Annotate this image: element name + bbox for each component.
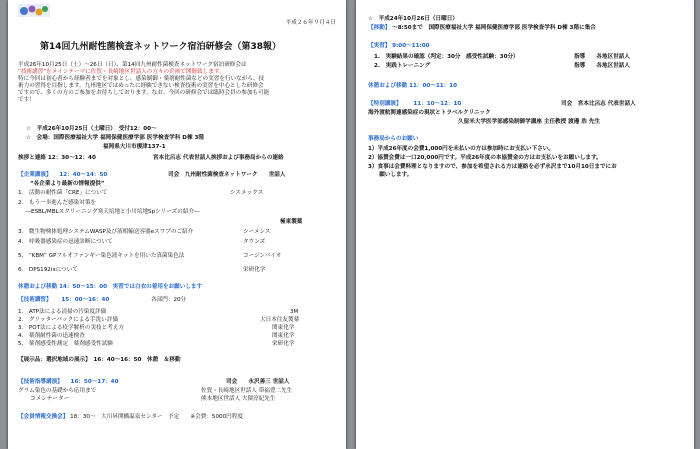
intro-line: ですので、多くの方のご参加をお待ちしております。なお、今回の研修会では臨時会員の参加も可能 (18, 90, 270, 96)
address: 福岡県大川市榎津137-1 (103, 144, 166, 150)
break-notice: 休憩および移動 14：50～15：00 実習では白衣の着用をお願いします (18, 284, 203, 290)
tech-lecture-label: 【技術講習】 (18, 297, 52, 303)
tech-company: 3M (290, 309, 299, 315)
special-lecture-header (368, 101, 461, 108)
corp-company: 栄研化学 (243, 267, 266, 273)
study-lecturer: 佐賀・長崎地区世話人 帯福豊二先生 (201, 388, 293, 394)
study-lecture-chair: 司会 永沢善三 世話人 (226, 379, 290, 385)
intro-line: です！ (18, 97, 35, 103)
schedule-day2: ☆ 平成24年10月26日（日曜日） (368, 16, 458, 22)
intro-line: 特に今回は初心者から経験者までを対象とし、感染制御・薬剤耐性菌などの実習を行いながら、技 (18, 76, 265, 82)
corp-lecture-header (18, 172, 107, 179)
practice-header (368, 43, 430, 50)
move-detail: ～8:50まで 国際医療福祉大学 福岡保健医療学部 医学検査学科 D棟 3階に集合 (392, 25, 596, 31)
corp-company: タウンズ (243, 239, 266, 245)
break-notice-2: 休憩および移動 11：00～11：10 (368, 83, 458, 89)
corp-item: 2. もう一歩進んだ感染対策を (18, 200, 97, 206)
page-1 (8, 0, 346, 449)
study-item: グラム染色の基礎から応用まで (18, 388, 97, 394)
practice-instructor: 指導 各地区世話人 (574, 54, 630, 60)
office-item: 願いします。 (368, 172, 413, 178)
corp-lecture-time: 12：40～14：50 (59, 172, 108, 178)
network-logo-icon (18, 4, 50, 17)
tech-lecture-header (18, 297, 186, 304)
exhibit-notice: 【展示品：選択地域の展示】 16：40～16：50 休憩 ＆移動 (18, 357, 181, 363)
study-lecture-label: 【技術指導講演】 (18, 379, 63, 385)
study-lecture-time: 16：50～17：40 (70, 379, 119, 385)
schedule-day1: ☆ 平成26年10月25日（土曜日） 受付12：00～ (26, 126, 157, 132)
tech-item: 5. 薬剤感受性測定 薬剤感受性試験 (18, 341, 113, 347)
corp-item: 6. DPS192ixについて (18, 267, 78, 273)
greeting-detail: 宮本比呂志 代表世話人挨拶および事務局からの連絡 (153, 155, 284, 161)
party-label: 【会員情報交換会】 (18, 414, 69, 420)
office-item: 1）平成26年度の会費1,000円を未払いの方は参加時にお支払い下さい。 (368, 146, 554, 152)
greeting-label: 挨拶と連絡 12：30～12：40 (18, 155, 96, 161)
commentator-label: コメンテーター (30, 396, 70, 402)
tech-item: 4. 薬剤耐性菌の迅速検査 (18, 333, 85, 339)
corp-item: 1. 活動の耐性菌「CRE」について (18, 190, 108, 196)
party-line (18, 414, 243, 421)
tech-item: 3. POT法による疫学解析の実技と考え方 (18, 325, 125, 331)
tech-item: 1. ATP法による清掃の汚染度評価 (18, 309, 107, 315)
corp-item: 5. “KBM” GPフルオファンギー染色液キットを用いた真菌染色法 (18, 253, 185, 259)
corp-company: シーメンス (243, 229, 271, 235)
practice-item: 1. 実験結果の確認（判定：30分 感受性試験：30分） (374, 54, 519, 60)
venue: ☆ 会場：国際医療福祉大学 福岡保健医療学部 医学検査学科 D棟 3階 (26, 135, 204, 141)
study-lecture-header (18, 379, 118, 386)
office-item: 2）協賛会費は一口20,000円です。平成26年度の本協賛金の方はお支払いをお願いします。 (368, 155, 602, 161)
party-detail: 18：30～ 大川昇開橋温泉センター 予定 ※会費：5000円程度 (70, 414, 243, 420)
intro-line: 術力の習得を目指します。九州地区ではめったに経験できない検査技術の実習を中心とした研修会 (18, 83, 264, 89)
page-2 (356, 0, 694, 449)
corp-item: ―ESBL/MBLスクリーニング寒天培地と小川培地Spシリーズの紹介― (18, 209, 200, 215)
office-notice-title: 事務局からのお願い (368, 136, 419, 142)
corp-lecture-chair: 司会 九州耐性菌検査ネットワーク 世話人 (168, 172, 286, 178)
practice-label: 【実習】 (368, 43, 391, 49)
corp-item: 3. 微生物検体処理システムWASP及び液相輸送容器eスワブのご紹介 (18, 229, 194, 235)
intro-line-2: “技術講習”をメインテーマに佐賀・長崎地区世話人の方々の企画で開催致します。 (18, 69, 225, 75)
tech-item: 2. グリッターパックによる手洗い評価 (18, 317, 118, 323)
tech-company: 関東化学 (272, 325, 295, 331)
intro-line: 平成26年10月25日（土）～26日（日）、第14回九州耐性菌検査ネットワーク宿泊研修会は (18, 62, 247, 68)
special-lecture-title: 海外渡航関連感染症の現状とトラベルクリニック (368, 110, 491, 116)
tech-lecture-time: 15：00～16：40 (61, 297, 110, 303)
practice-time: 9:00～11:00 (392, 43, 430, 49)
corp-company: コージンバイオ (243, 253, 282, 259)
tech-company: 大日本住友製薬 (260, 317, 300, 323)
page-title: 第14回九州耐性菌検査ネットワーク宿泊研修会（第38報） (40, 42, 282, 52)
corp-company: シスメックス (230, 190, 264, 196)
commentator-name: 熊本地区世話人 大隈淳紀先生 (201, 396, 276, 402)
tech-lecture-groups: 各部門：20分 (151, 297, 187, 303)
office-item: 3）食事は会費料理となりますので、参加を希望される方は連絡を必ず永沢まで10月10日までにお (368, 164, 617, 170)
practice-instructor: 指導 各地区世話人 (574, 63, 630, 69)
corp-item: 4. 呼吸器感染症の迅速診断について (18, 239, 113, 245)
special-lecture-time: 11：10～12：10 (413, 101, 462, 107)
date: 平成２６年９月４日 (285, 20, 336, 26)
practice-item: 2. 実践トレーニング (374, 63, 431, 69)
corp-lecture-label: 【企業講演】 (18, 172, 52, 178)
corp-company: 極東製薬 (280, 219, 303, 225)
move-label: 【移動】 (368, 25, 391, 31)
corp-lecture-subtitle: “各企業より最新の情報提供” (30, 181, 105, 187)
special-lecture-chair: 司会 宮本比呂志 代表世話人 (561, 101, 636, 107)
tech-company: 関東化学 (272, 333, 295, 339)
special-lecturer: 久留米大学医学部感染制御学講座 主任教授 渡邊 浩 先生 (458, 119, 601, 125)
special-lecture-label: 【特別講演】 (368, 101, 402, 107)
move-line (368, 25, 596, 32)
intro-line (18, 69, 225, 76)
tech-company: 栄研化学 (272, 341, 295, 347)
